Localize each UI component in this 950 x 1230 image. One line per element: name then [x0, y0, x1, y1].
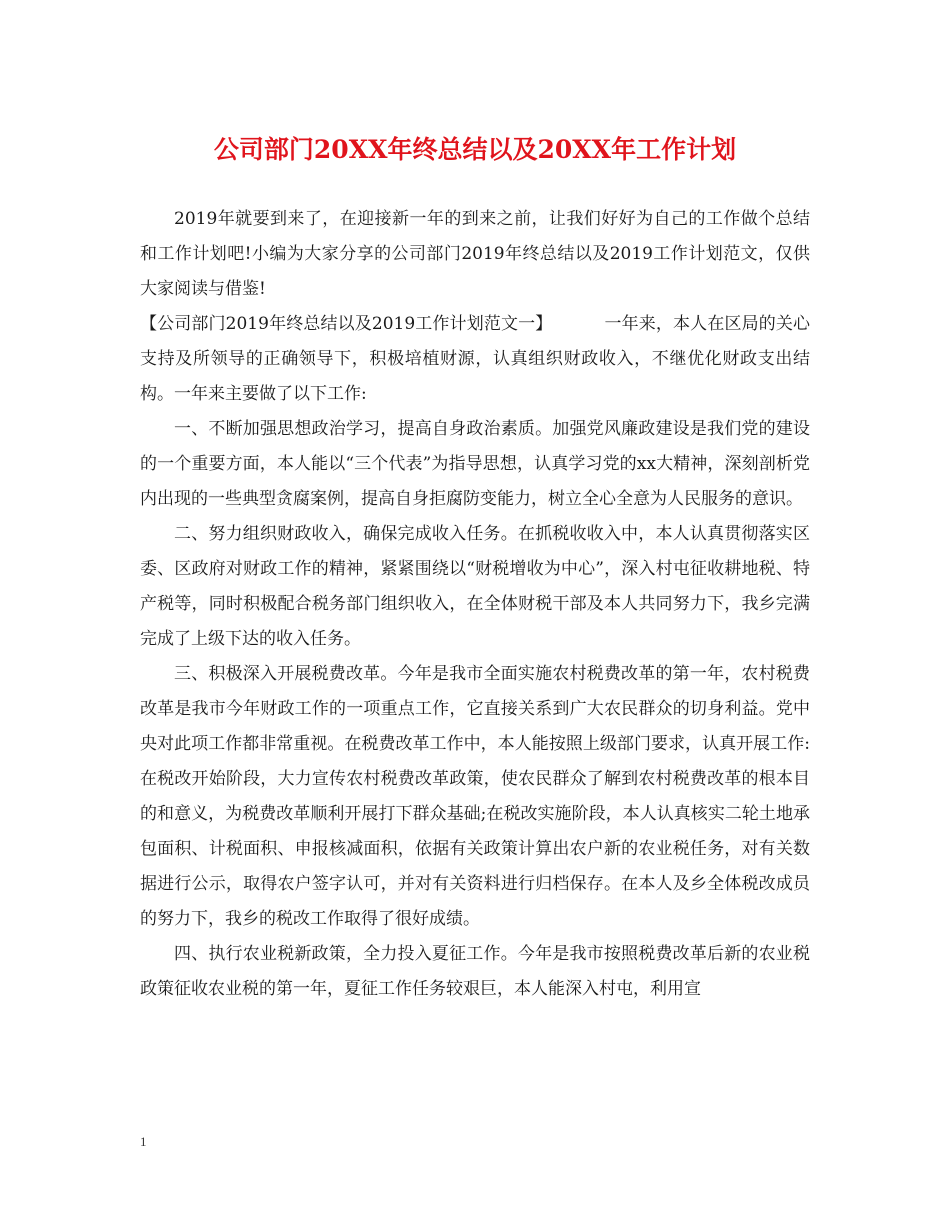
section-heading: 【公司部门2019年终总结以及2019工作计划范文一】 — [140, 314, 553, 334]
body-paragraph-2: 二、努力组织财政收入，确保完成收入任务。在抓税收收入中，本人认真贯彻落实区委、区政府对财政工作的精神，紧紧围绕以“财税增收为中心”，深入村屯征收耕地税、特产税等，同时积极配合税务部门组织收入，在全体财税干部及本人共同努力下，我乡完满完成了上级下达的收入任务。 — [140, 524, 810, 649]
section-opening: 一年来，本人在区局的关心支持及所领导的正确领导下，积极培植财源，认真组织财政收入，不继优化财政支出结构。一年来主要做了以下工作: — [140, 314, 810, 404]
document-title: 公司部门20XX年终总结以及20XX年工作计划 — [213, 135, 737, 164]
page-number: 1 — [140, 1134, 147, 1149]
document-body — [140, 202, 810, 1007]
body-paragraph-1: 一、不断加强思想政治学习，提高自身政治素质。加强党风廉政建设是我们党的建设的一个重要方面，本人能以“三个代表”为指导思想，认真学习党的xx大精神，深刻剖析党内出现的一些典型贪腐案例，提高自身拒腐防变能力，树立全心全意为人民服务的意识。 — [140, 419, 810, 509]
intro-paragraph: 2019年就要到来了，在迎接新一年的到来之前，让我们好好为自己的工作做个总结和工作计划吧!小编为大家分享的公司部门2019年终总结以及2019工作计划范文，仅供大家阅读与借鉴! — [140, 209, 810, 299]
section-paragraph — [140, 307, 810, 412]
body-paragraph-3: 三、积极深入开展税费改革。今年是我市全面实施农村税费改革的第一年，农村税费改革是我市今年财政工作的一项重点工作，它直接关系到广大农民群众的切身利益。党中央对此项工作都非常重视。在税费改革工作中，本人能按照上级部门要求，认真开展工作:在税改开始阶段，大力宣传农村税费改革政策，使农民群众了解到农村税费改革的根本目的和意义，为税费改革顺利开展打下群众基础;在税改实施阶段，本人认真核实二轮土地承包面积、计税面积、申报核减面积，依据有关政策计算出农户新的农业税任务，对有关数据进行公示，取得农户签字认可，并对有关资料进行归档保存。在本人及乡全体税改成员的努力下，我乡的税改工作取得了很好成绩。 — [140, 664, 810, 929]
body-paragraph-4: 四、执行农业税新政策，全力投入夏征工作。今年是我市按照税费改革后新的农业税政策征收农业税的第一年，夏征工作任务较艰巨，本人能深入村屯，利用宣 — [140, 944, 810, 999]
